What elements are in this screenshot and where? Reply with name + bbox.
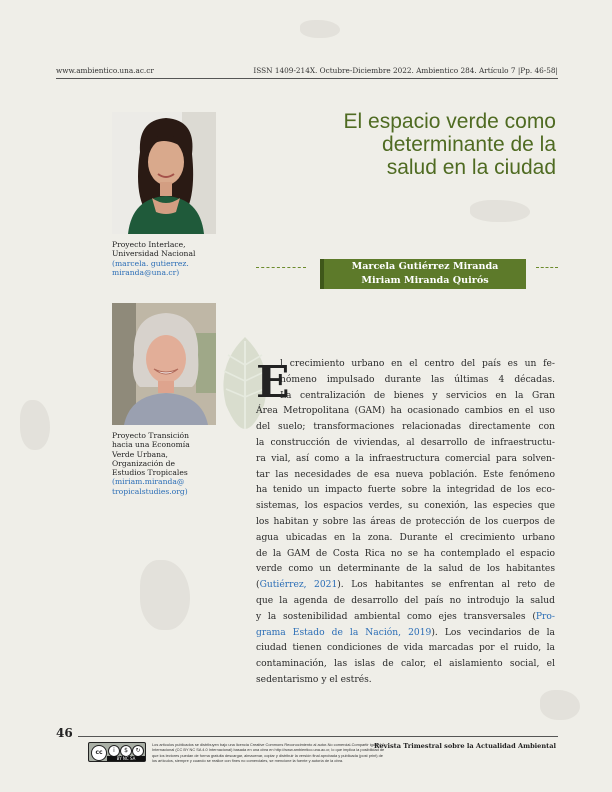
body-fragment: ). Los vecindarios de la (431, 627, 555, 638)
body-line: Área Metropolitana (GAM) ha ocasionado cambios en el uso (256, 406, 555, 417)
body-line: agua ubicadas en la zona. Durante el crecimiento urbano (256, 532, 555, 543)
drop-cap: E (256, 357, 290, 408)
body-line: sedentarismo y el estrés. (256, 674, 372, 685)
author-email-link[interactable]: miranda@una.cr) (112, 267, 180, 277)
cc-icon: cc (91, 745, 107, 761)
author-names-box (320, 259, 526, 289)
decorative-dash (256, 267, 306, 268)
citation-link[interactable]: Gutiérrez, 2021 (259, 580, 338, 591)
body-line (256, 578, 555, 594)
creative-commons-badge[interactable] (88, 742, 146, 762)
paper-texture (470, 200, 530, 222)
footer-divider (78, 736, 558, 737)
portrait-image (112, 303, 216, 425)
affiliation-line: Organización de (112, 458, 176, 468)
body-line: la construcción de viviendas, al desarrollo de infraestructu- (256, 437, 555, 448)
nc-icon: $ (120, 745, 132, 757)
body-fragment: ). Los habitantes se enfrentan al reto de (337, 580, 555, 591)
author-1-caption (112, 240, 222, 277)
body-line: del suelo; transformaciones relacionadas directamente con (256, 422, 555, 433)
body-line: verde como un determinante de la salud de los habitantes (256, 564, 555, 575)
body-line: sistemas, los espacios verdes, su conexión, las especies que (256, 501, 555, 512)
affiliation-line: Proyecto Transición (112, 431, 189, 440)
citation-link[interactable]: grama Estado de la Nación, 2019 (256, 627, 432, 638)
decorative-dash (536, 267, 558, 268)
affiliation-line: Universidad Nacional (112, 249, 196, 259)
author-2-caption (112, 431, 222, 496)
body-line: La centralización de bienes y servicios en la Gran (280, 390, 555, 401)
body-fragment: y la sostenibilidad ambiental como ejes transversales ( (256, 611, 536, 622)
affiliation-line: Verde Urbana, (112, 449, 168, 459)
journal-tagline: Revista Trimestral sobre la Actualidad Ambiental (373, 742, 556, 750)
body-line: que la agenda de desarrollo del país no introdujo la salud (256, 595, 555, 606)
header-divider (56, 78, 558, 79)
body-line: ciudad tienen condiciones de vida marcadas por el ruido, la (256, 643, 555, 654)
body-line: l crecimiento urbano en el centro del país es un fe- (280, 359, 555, 369)
body-line: ha tenido un impacto fuerte sobre la integridad de los eco- (256, 485, 555, 496)
author-photo-2 (112, 303, 216, 425)
body-line (256, 610, 555, 626)
license-text: Los artículos publicados se distribuyen bajo una licencia Creative Commons Reconocimiento al autor-No comercial-Compartir igual 4.0 Internacional (CC BY NC SA 4.0 Internacional) basada en una obra en http://www.ambientico.una.ac.cr, lo que implica la posibilidad de que los lectores puedan de forma gratuita descargar, almacenar, copiar y distribuir la versión final aprobada y publicada (post print) de los artículos, siempre y cuando se realice con fines no comerciales, se mencione la fuente y autoría de la obra. (152, 742, 385, 764)
article-body (256, 357, 555, 689)
portrait-image (112, 112, 216, 234)
by-icon: i (108, 745, 120, 757)
body-line: nómeno impulsado durante las últimas 4 décadas. (280, 374, 555, 385)
paper-texture (140, 560, 190, 630)
author-email-link[interactable]: (miriam.miranda@ (112, 477, 185, 487)
body-line: tar las necesidades de esa nueva población. Este fenómeno (256, 469, 555, 480)
issn-line: ISSN 1409-214X. Octubre-Diciembre 2022. Ambientico 284. Artículo 7 |Pp. 46-58| (253, 66, 558, 75)
author-name: Marcela Gutiérrez Miranda (351, 261, 499, 272)
citation-link[interactable]: Pro- (535, 611, 555, 622)
journal-url[interactable]: www.ambientico.una.ac.cr (56, 66, 154, 75)
affiliation-line: Proyecto Interlace, (112, 240, 186, 249)
author-names-band (256, 259, 558, 289)
author-name: Miriam Miranda Quirós (361, 275, 489, 286)
body-line: ra vial, así como a la infraestructura comercial para solven- (256, 453, 555, 464)
affiliation-line: Estudios Tropicales (112, 468, 188, 478)
sa-icon: ↻ (132, 745, 144, 757)
title-line: determinante de la (382, 133, 556, 156)
paper-texture (540, 690, 580, 720)
body-line: contaminación, las islas de calor, el aislamiento social, el (256, 659, 555, 670)
affiliation-line: hacia una Economía (112, 440, 190, 450)
running-header (56, 66, 558, 78)
body-line: los habitan y sobre las áreas de protección de los cuerpos de (256, 516, 555, 527)
author-email-link[interactable]: (marcela. gutierrez. (112, 258, 189, 268)
title-line: El espacio verde como (343, 110, 556, 133)
body-line: de la GAM de Costa Rica no se ha contemplado el espacio (256, 548, 555, 559)
title-line: salud en la ciudad (386, 156, 556, 179)
article-title (256, 110, 556, 179)
body-line (256, 626, 555, 642)
paper-texture (20, 400, 50, 450)
cc-label: BY NC SA (107, 756, 145, 761)
author-email-link[interactable]: tropicalstudies.org) (112, 486, 188, 496)
paper-texture (300, 20, 340, 38)
page-number: 46 (56, 726, 73, 740)
author-photo-1 (112, 112, 216, 234)
paren: ( (256, 580, 260, 591)
